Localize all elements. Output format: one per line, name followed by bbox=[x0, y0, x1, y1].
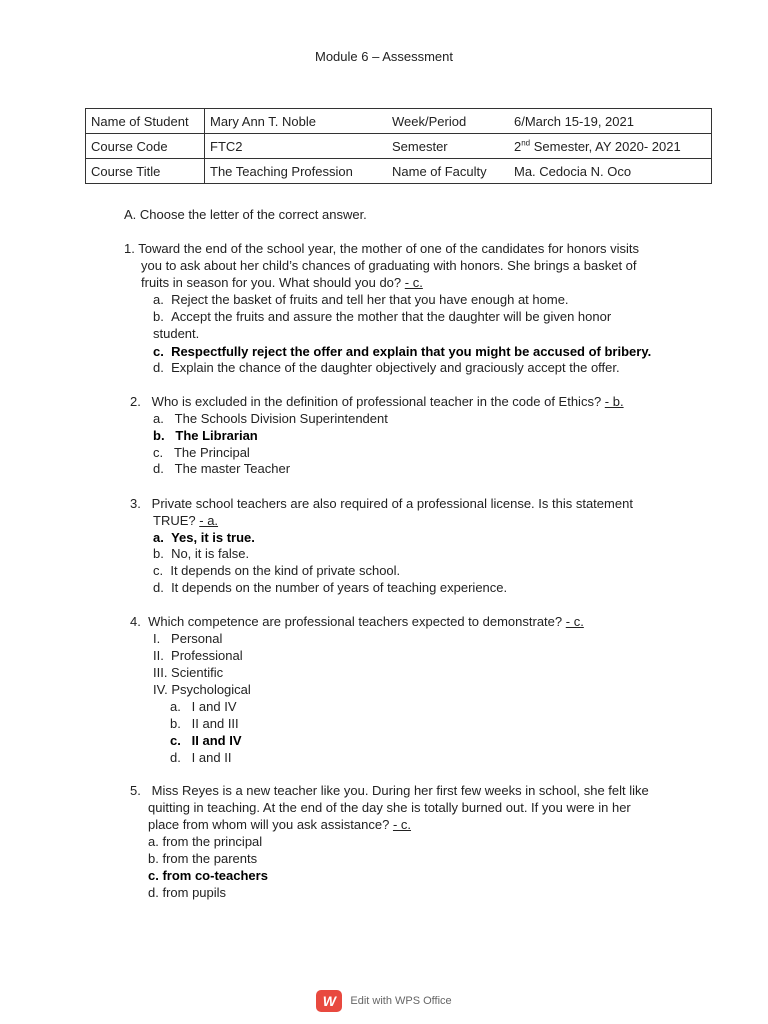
question-2-text: 2. Who is excluded in the definition of professional teacher in the code of Ethics? - b. bbox=[130, 394, 624, 409]
option: d. from pupils bbox=[148, 885, 227, 900]
option-correct: b. The Librarian bbox=[153, 428, 258, 443]
option: a. Reject the basket of fruits and tell her that you have enough at home. bbox=[153, 292, 569, 307]
question-2-answer: - b. bbox=[604, 394, 624, 409]
question-1-text: you to ask about her child’s chances of graduating with honors. She brings a basket of bbox=[141, 258, 637, 273]
table-row bbox=[86, 109, 712, 134]
code-label: Course Code bbox=[86, 134, 205, 159]
question-1-text: 1. Toward the end of the school year, the mother of one of the candidates for honors visits bbox=[124, 241, 640, 256]
option: a. from the principal bbox=[148, 834, 263, 849]
option: d. The master Teacher bbox=[153, 461, 291, 476]
faculty-value: Ma. Cedocia N. Oco bbox=[509, 159, 712, 184]
course-value: The Teaching Profession bbox=[205, 159, 388, 184]
page-title: Module 6 – Assessment bbox=[314, 49, 454, 64]
table-row bbox=[86, 134, 712, 159]
choice-item: I. Personal bbox=[153, 631, 223, 646]
option-correct: c. from co-teachers bbox=[148, 868, 268, 883]
wps-footer-text[interactable]: Edit with WPS Office bbox=[350, 995, 452, 1007]
option: student. bbox=[153, 326, 200, 341]
question-5-text: place from whom will you ask assistance? - c. bbox=[148, 817, 412, 832]
option: d. It depends on the number of years of teaching experience. bbox=[153, 580, 508, 595]
question-1-answer: - c. bbox=[404, 275, 423, 290]
option-correct: a. Yes, it is true. bbox=[153, 530, 255, 545]
code-value: FTC2 bbox=[205, 134, 388, 159]
question-3-answer: - a. bbox=[199, 513, 219, 528]
option: b. II and III bbox=[170, 716, 239, 731]
question-5-text: quitting in teaching. At the end of the day she is totally burned out. If you were in her bbox=[148, 800, 631, 815]
option-correct: c. Respectfully reject the offer and explain that you might be accused of bribery. bbox=[153, 344, 652, 359]
semester-label: Semester bbox=[387, 134, 509, 159]
table-row bbox=[86, 159, 712, 184]
option: b. No, it is false. bbox=[153, 546, 250, 561]
question-5-answer: - c. bbox=[392, 817, 412, 832]
question-4-text: 4. Which competence are professional teachers expected to demonstrate? - c. bbox=[130, 614, 584, 629]
question-3-text: TRUE? - a. bbox=[153, 513, 219, 528]
question-1-text: fruits in season for you. What should you do? - c. bbox=[141, 275, 423, 290]
faculty-label: Name of Faculty bbox=[387, 159, 509, 184]
option: a. I and IV bbox=[170, 699, 237, 714]
semester-value: 2nd Semester, AY 2020- 2021 bbox=[509, 134, 712, 159]
instruction: A. Choose the letter of the correct answer. bbox=[124, 207, 367, 222]
choice-item: II. Professional bbox=[153, 648, 243, 663]
course-label: Course Title bbox=[86, 159, 205, 184]
week-label: Week/Period bbox=[387, 109, 509, 134]
week-value: 6/March 15-19, 2021 bbox=[509, 109, 712, 134]
question-4-answer: - c. bbox=[565, 614, 584, 629]
name-value: Mary Ann T. Noble bbox=[205, 109, 388, 134]
option: b. Accept the fruits and assure the mother that the daughter will be given honor bbox=[153, 309, 612, 324]
option: b. from the parents bbox=[148, 851, 258, 866]
option: c. The Principal bbox=[153, 445, 250, 460]
name-label: Name of Student bbox=[86, 109, 205, 134]
option: c. It depends on the kind of private school. bbox=[153, 563, 401, 578]
choice-item: III. Scientific bbox=[153, 665, 224, 680]
question-3-text: 3. Private school teachers are also required of a professional license. Is this statement bbox=[130, 496, 633, 511]
student-info-table bbox=[85, 108, 712, 184]
option-correct: c. II and IV bbox=[170, 733, 242, 748]
option: a. The Schools Division Superintendent bbox=[153, 411, 388, 426]
wps-footer[interactable] bbox=[0, 990, 768, 1012]
question-5-text: 5. Miss Reyes is a new teacher like you. During her first few weeks in school, she felt like bbox=[130, 783, 649, 798]
wps-logo-icon: W bbox=[316, 990, 342, 1012]
option: d. Explain the chance of the daughter objectively and graciously accept the offer. bbox=[153, 360, 620, 375]
option: d. I and II bbox=[170, 750, 232, 765]
choice-item: IV. Psychological bbox=[153, 682, 251, 697]
